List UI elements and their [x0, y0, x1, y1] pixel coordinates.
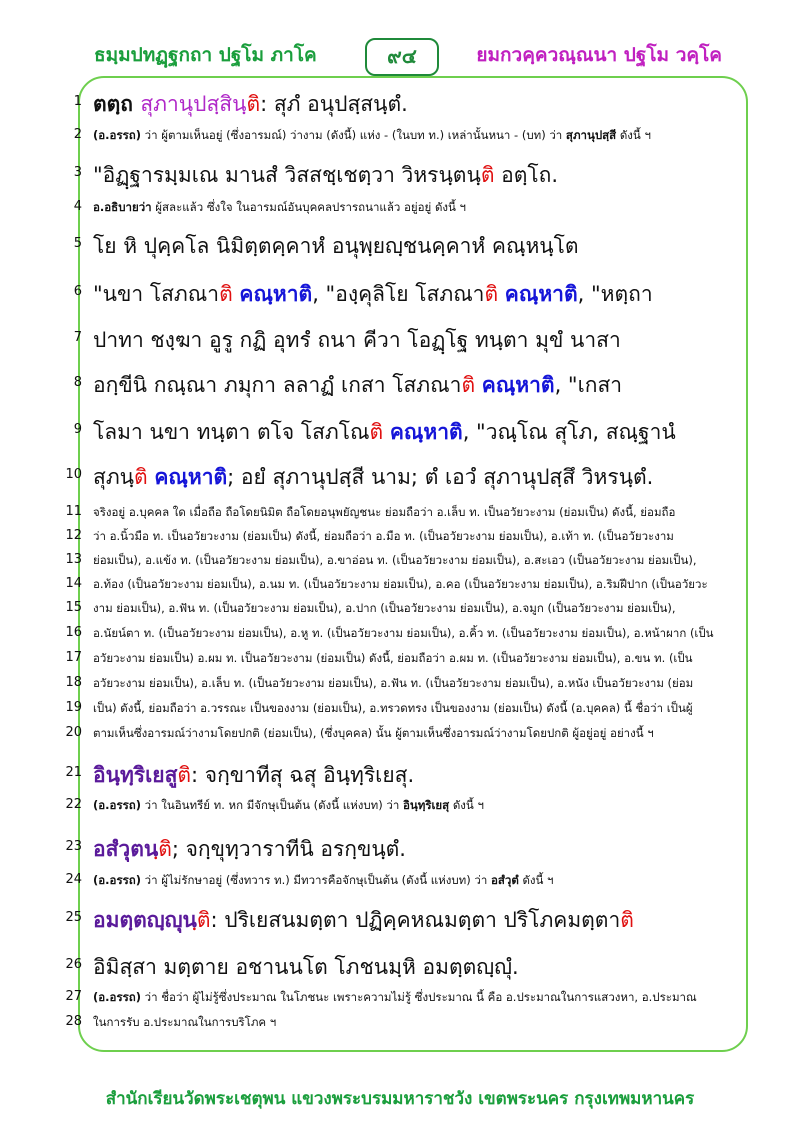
text-line [93, 324, 738, 357]
text-line [93, 552, 738, 570]
line-number: 14 [65, 576, 82, 591]
text-line [93, 625, 738, 643]
text-line [93, 159, 738, 192]
text-line [93, 278, 738, 311]
text-segment: เป็น) ดังนี้, ย่อมถือว่า อ.วรรณะ เป็นของงาม (ย่อมเป็น), อ.ทรวดทรง เป็นของงาม (ย่อมเป็น) ดังนี้ (อ.บุคคล) นี้ ชื่อว่า เป็นผู้ [93, 701, 693, 715]
text-segment: ติ [484, 282, 499, 306]
text-segment: ; จกฺขุทฺวาราทีนิ อรกฺขนฺตํ. [171, 837, 406, 861]
text-segment: ย่อมเป็น), อ.แข้ง ท. (เป็นอวัยวะงาม ย่อมเป็น), อ.ขาอ่อน ท. (เป็นอวัยวะงาม ย่อมเป็น), อ.สะเอว (เป็นอวัยวะงาม ย่อมเป็น), [93, 553, 697, 567]
text-segment: : สุภํ อนุปสฺสนฺตํ. [260, 92, 408, 116]
text-segment: คณฺหาติ [504, 282, 578, 306]
text-line [93, 675, 738, 693]
text-segment: ติ [369, 420, 384, 444]
text-line [93, 700, 738, 718]
footer-text: สำนักเรียนวัดพระเชตุพน แขวงพระบรมมหาราชวัง เขตพระนคร กรุงเทพมหานคร [105, 1089, 695, 1109]
text-segment: อ.นัยน์ตา ท. (เป็นอวัยวะงาม ย่อมเป็น), อ.หู ท. (เป็นอวัยวะงาม ย่อมเป็น), อ.คิ้ว ท. (เป็นอวัยวะงาม ย่อมเป็น), อ.หน้าผาก (เป็น [93, 626, 714, 640]
text-segment [475, 373, 482, 397]
text-segment: : ปริเยสนมตฺตา ปฏิคฺคหณมตฺตา ปริโภคมตฺตา [210, 908, 621, 932]
line-number: 13 [65, 552, 82, 567]
line-number: 7 [73, 330, 82, 345]
line-number: 27 [65, 989, 82, 1004]
text-line [93, 951, 738, 984]
text-segment: คณฺหาติ [154, 465, 228, 489]
text-line [93, 369, 738, 402]
text-segment: , "องฺคุลิโย โสภณา [312, 282, 485, 306]
text-line [93, 600, 738, 618]
line-number: 9 [73, 422, 82, 437]
text-segment: "นขา โสภณา [93, 282, 220, 306]
text-segment: ติ [620, 908, 634, 932]
text-line [93, 127, 738, 145]
text-line [93, 904, 738, 937]
text-line [93, 230, 738, 263]
line-number: 21 [65, 765, 82, 780]
text-segment [498, 282, 505, 306]
text-segment: ตตฺถ [93, 92, 141, 116]
text-segment: สุภานุปสฺสี [565, 128, 617, 142]
text-line [93, 416, 738, 449]
text-segment: ฺติ [480, 163, 495, 187]
text-segment: (อ.อรรถ) [93, 873, 142, 887]
text-segment: อสํวุตํ [490, 873, 519, 887]
text-segment: , "วณฺโณ สุโภ, สณฺฐานํ [462, 420, 676, 444]
text-line [93, 759, 738, 792]
text-segment: คณฺหาติ [239, 282, 313, 306]
text-segment: ฺติ [134, 465, 148, 489]
line-number: 25 [65, 910, 82, 925]
text-segment: ว่า อ.นิ้วมือ ท. เป็นอวัยวะงาม (ย่อมเป็น) ดังนี้, ย่อมถือว่า อ.มือ ท. (เป็นอวัยวะงาม ย่อมเป็น), อ.เท้า ท. (เป็นอวัยวะงาม [93, 529, 674, 543]
line-number: 2 [73, 127, 82, 142]
text-line [93, 725, 738, 743]
line-number: 17 [65, 650, 82, 665]
text-segment: ดังนี้ ฯ [518, 873, 554, 887]
text-segment: อตฺโถ. [494, 163, 559, 187]
text-segment [383, 420, 390, 444]
text-segment: ฺติ [158, 837, 172, 861]
text-segment: "อิฏฺฐารมฺมเณ มานสํ วิสสชฺเชตฺวา วิหรนฺตน [93, 163, 481, 187]
line-number: 1 [73, 94, 82, 109]
text-segment: โย หิ ปุคฺคโล นิมิตฺตคฺคาหํ อนุพฺยญฺชนคฺคาหํ คณฺหนฺโต [93, 234, 579, 258]
text-segment: อินฺทฺริเยสุ [402, 798, 450, 812]
text-segment: อ.อธิบายว่า [93, 200, 152, 214]
text-segment: ฺติ [196, 908, 211, 932]
line-number: 16 [65, 625, 82, 640]
text-segment: ปาทา ชงฺฆา อูรู กฏิ อุทรํ ถนา คีวา โอฏฺโฐ ทนฺตา มุขํ นาสา [93, 328, 621, 352]
text-segment: คณฺหาติ [389, 420, 463, 444]
text-segment: จริงอยู่ อ.บุคคล ใด เมื่อถือ ถือโดยนิมิต ถือโดยอนุพยัญชนะ ย่อมถือว่า อ.เล็บ ท. เป็นอวัยวะงาม (ย่อมเป็น) ดังนี้, ย่อมถือ [93, 505, 676, 519]
header-left-title: ธมฺมปทฏฺฐกถา ปฐโม ภาโค [94, 44, 317, 66]
line-number: 12 [65, 528, 82, 543]
text-line [93, 1014, 738, 1032]
line-number: 6 [73, 284, 82, 299]
text-segment: (อ.อรรถ) [93, 990, 142, 1004]
text-segment: ว่า ผู้ตามเห็นอยู่ (ซึ่งอารมณ์) ว่างาม (ดังนี้) แห่ง - (ในบท ท.) เหล่านั้นหนา - (บท) ว่า [141, 128, 566, 142]
text-line [93, 199, 738, 217]
text-segment: ว่า ชื่อว่า ผู้ไม่รู้ซึ่งประมาณ ในโภชนะ เพราะความไม่รู้ ซึ่งประมาณ นี้ คือ อ.ประมาณในการแสวงหา, อ.ประมาณ [141, 990, 697, 1004]
header-right-title: ยมกวคฺควณฺณนา ปฐโม วคฺโค [476, 44, 722, 66]
line-number: 11 [65, 504, 82, 519]
text-segment: ในการรับ อ.ประมาณในการบริโภค ฯ [93, 1015, 277, 1029]
text-line [93, 650, 738, 668]
text-segment: ติ [461, 373, 476, 397]
text-line [93, 528, 738, 546]
text-segment: ; อยํ สุภานุปสฺสี นาม; ตํ เอวํ สุภานุปสฺสึ วิหรนฺตํ. [227, 465, 654, 489]
text-line [93, 88, 738, 121]
line-number: 28 [65, 1014, 82, 1029]
text-segment: อวัยวะงาม ย่อมเป็น) อ.ผม ท. เป็นอวัยวะงาม (ย่อมเป็น) ดังนี้, ย่อมถือว่า อ.ผม ท. (เป็นอวัยวะงาม ย่อมเป็น), อ.ขน ท. (เป็น [93, 651, 693, 665]
text-segment: ผู้สละแล้ว ซึ่งใจ ในอารมณ์อันบุคคลปรารถนาแล้ว อยู่อยู่ ดังนี้ ฯ [151, 200, 466, 214]
line-number: 22 [65, 797, 82, 812]
text-line [93, 504, 738, 522]
text-line [93, 833, 738, 866]
line-number: 8 [73, 375, 82, 390]
line-number: 20 [65, 725, 82, 740]
line-number: 18 [65, 675, 82, 690]
text-segment: คณฺหาติ [481, 373, 555, 397]
page-number-box: ๙๔ [365, 38, 439, 76]
text-segment: ติ [219, 282, 233, 306]
text-segment: ว่า ในอินทรีย์ ท. หก มีจักษุเป็นต้น (ดังนี้ แห่งบท) ว่า [141, 798, 403, 812]
text-segment: ดังนี้ ฯ [449, 798, 484, 812]
text-line [93, 461, 738, 494]
text-segment: สุภน [93, 465, 135, 489]
text-segment: , "เกสา [554, 373, 623, 397]
text-segment: อวัยวะงาม ย่อมเป็น), อ.เล็บ ท. (เป็นอวัยวะงาม ย่อมเป็น), อ.ฟัน ท. (เป็นอวัยวะงาม ย่อมเป็น), อ.หนัง เป็นอวัยวะงาม (ย่อม [93, 676, 694, 690]
text-line [93, 989, 738, 1007]
text-segment: อกฺขีนิ กณฺณา ภมุกา ลลาฏํ เกสา โสภณา [93, 373, 462, 397]
text-segment: อิมิสฺสา มตฺตาย อชานนโต โภชนมฺหิ อมตฺตญฺญุํ. [93, 955, 519, 979]
text-segment: อ.ท้อง (เป็นอวัยวะงาม ย่อมเป็น), อ.นม ท. (เป็นอวัยวะงาม ย่อมเป็น), อ.คอ (เป็นอวัยวะงาม ย่อมเป็น), อ.ริมฝีปาก (เป็นอวัยวะ [93, 577, 708, 591]
line-number: 15 [65, 600, 82, 615]
text-segment: ติ [177, 763, 192, 787]
text-segment: โลมา นขา ทนฺตา ตโจ โสภโณ [93, 420, 370, 444]
line-number: 23 [65, 839, 82, 854]
text-segment: (อ.อรรถ) [93, 798, 142, 812]
text-line [93, 576, 738, 594]
line-number: 19 [65, 700, 82, 715]
text-segment: อมตฺตญฺญุน [93, 908, 197, 932]
text-segment: (อ.อรรถ) [93, 128, 142, 142]
text-line [93, 797, 738, 815]
line-number: 4 [73, 199, 82, 214]
line-number: 26 [65, 957, 82, 972]
line-number: 3 [73, 165, 82, 180]
text-segment: ดังนี้ ฯ [616, 128, 651, 142]
line-number: 5 [73, 236, 82, 251]
line-number: 24 [65, 872, 82, 887]
text-segment: ตามเห็นซึ่งอารมณ์ว่างามโดยปกติ (ย่อมเป็น), (ซึ่งบุคคล) นั้น ผู้ตามเห็นซึ่งอารมณ์ว่างามโดยปกติ ผู้อยู่อยู่ อย่างนี้ ฯ [93, 726, 654, 740]
text-segment: งาม ย่อมเป็น), อ.ฟัน ท. (เป็นอวัยวะงาม ย่อมเป็น), อ.ปาก (เป็นอวัยวะงาม ย่อมเป็น), อ.จมูก (เป็นอวัยวะงาม ย่อมเป็น), [93, 601, 676, 615]
text-segment: สุภานุปสฺสิน [140, 92, 247, 116]
text-line [93, 872, 738, 890]
text-segment: อินฺทฺริเยสู [93, 763, 178, 787]
text-segment: อสํวุตน [93, 837, 159, 861]
text-segment: ฺติ [246, 92, 261, 116]
line-number: 10 [65, 467, 82, 482]
text-segment: : จกฺขาทีสุ ฉสุ อินฺทฺริเยสุ. [191, 763, 415, 787]
text-segment: ว่า ผู้ไม่รักษาอยู่ (ซึ่งทวาร ท.) มีทวารคือจักษุเป็นต้น (ดังนี้ แห่งบท) ว่า [141, 873, 491, 887]
text-segment: , "หตฺถา [577, 282, 653, 306]
